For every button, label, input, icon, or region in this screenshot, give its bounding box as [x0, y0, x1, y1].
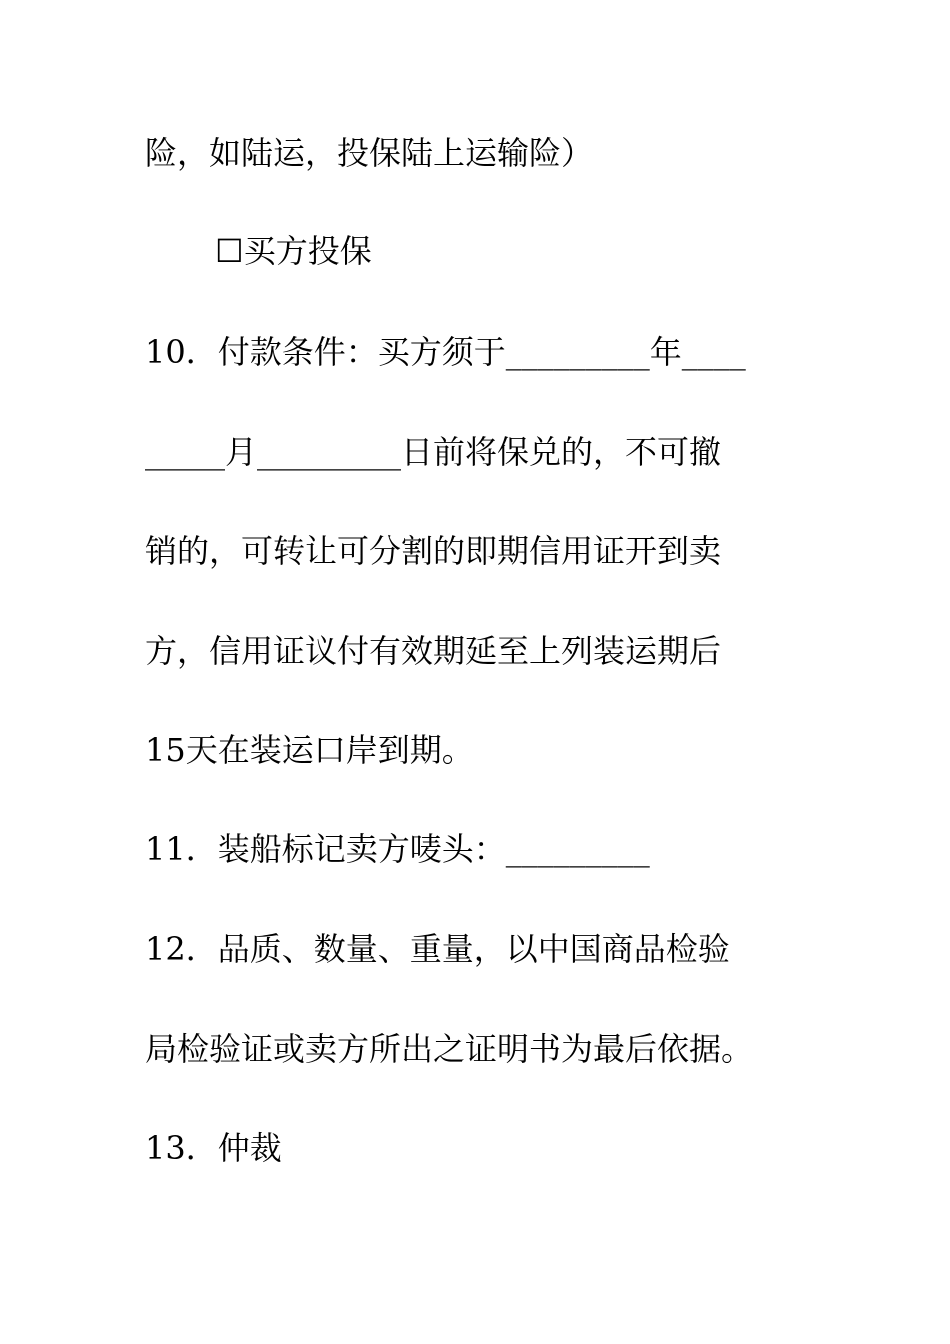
text-line-inspection-basis: 局检验证或卖方所出之证明书为最后依据。	[145, 1030, 754, 1068]
clause-13-arbitration: 13．仲裁	[145, 1129, 282, 1167]
text-line-letter-of-credit: 销的，可转让可分割的即期信用证开到卖	[145, 532, 722, 570]
clause-11-shipping-marks: 11．装船标记卖方唛头：_________	[145, 830, 650, 868]
clause-12-quality-quantity: 12．品质、数量、重量，以中国商品检验	[145, 930, 730, 968]
clause-10-payment-terms: 10．付款条件：买方须于_________年____	[145, 333, 746, 371]
text-line-expiry: 15天在装运口岸到期。	[145, 731, 474, 769]
text-line-validity-period: 方，信用证议付有效期延至上列装运期后	[145, 632, 722, 670]
text-line-payment-date: _____月_________日前将保兑的，不可撤	[145, 433, 722, 471]
checkbox-option-buyer-insures: ☐买方投保	[215, 232, 372, 270]
text-line-insurance-note: 险，如陆运，投保陆上运输险）	[145, 134, 594, 172]
